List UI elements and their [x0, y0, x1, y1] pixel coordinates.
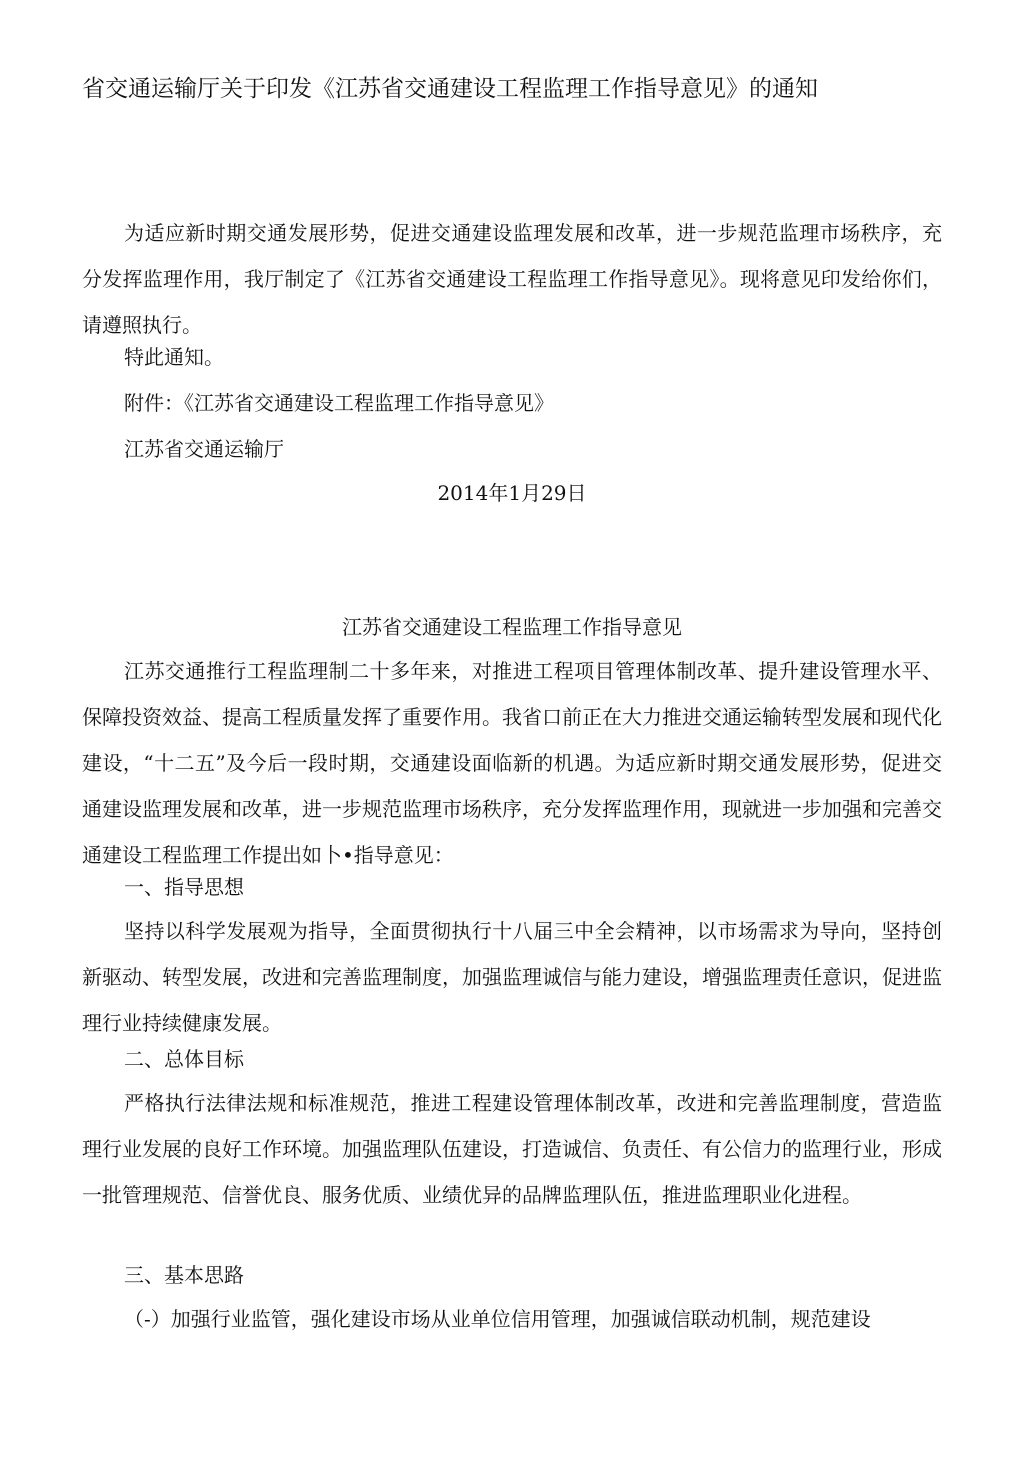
notice-date: 2014年1月29日 — [437, 481, 587, 505]
section-2-body: 严格执行法律法规和标准规范，推进工程建设管理体制改革，改进和完善监理制度，营造监理行业发展的良好工作环境。加强监理队伍建设，打造诚信、负责任、有公信力的监理行业，形成一批管理规范、信誉优良、服务优质、业绩优异的品牌监理队伍，推进监理职业化进程。 — [82, 1091, 942, 1207]
guide-preface-paragraph: 江苏交通推行工程监理制二十多年来，对推进工程项目管理体制改革、提升建设管理水平、保障投资效益、提高工程质量发挥了重要作用。我省口前正在大力推进交通运输转型发展和现代化建设，“十二五”及今后一段时期，交通建设面临新的机遇。为适应新时期交通发展形势，促进交通建设监理发展和改革，进一步规范监理市场秩序，充分发挥监理作用，现就进一步加强和完善交通建设工程监理工作提出如卜•指导意见： — [82, 659, 942, 867]
section-3-heading: 三、基本思路 — [124, 1263, 244, 1287]
section-2-heading: 二、总体目标 — [124, 1047, 244, 1071]
section-1-heading: 一、指导思想 — [124, 875, 244, 899]
notice-issuer: 江苏省交通运输厅 — [124, 437, 284, 461]
section-1-body: 坚持以科学发展观为指导，全面贯彻执行十八届三中全会精神，以市场需求为导向，坚持创新驱动、转型发展，改进和完善监理制度，加强监理诚信与能力建设，增强监理责任意识，促进监理行业持续健康发展。 — [82, 919, 942, 1035]
notice-attachment: 附件：《江苏省交通建设工程监理工作指导意见》 — [124, 391, 554, 415]
guide-title: 江苏省交通建设工程监理工作指导意见 — [342, 615, 682, 639]
notice-title: 省交通运输厅关于印发《江苏省交通建设工程监理工作指导意见》的通知 — [82, 76, 818, 102]
notice-intro-paragraph: 为适应新时期交通发展形势，促进交通建设监理发展和改革，进一步规范监理市场秩序，充分发挥监理作用，我厅制定了《江苏省交通建设工程监理工作指导意见》。现将意见印发给你们，请遵照执行。 — [82, 221, 942, 337]
notice-closing: 特此通知。 — [124, 345, 224, 369]
section-3-item-1: （-）加强行业监管，强化建设市场从业单位信用管理，加强诚信联动机制，规范建设 — [124, 1307, 871, 1331]
